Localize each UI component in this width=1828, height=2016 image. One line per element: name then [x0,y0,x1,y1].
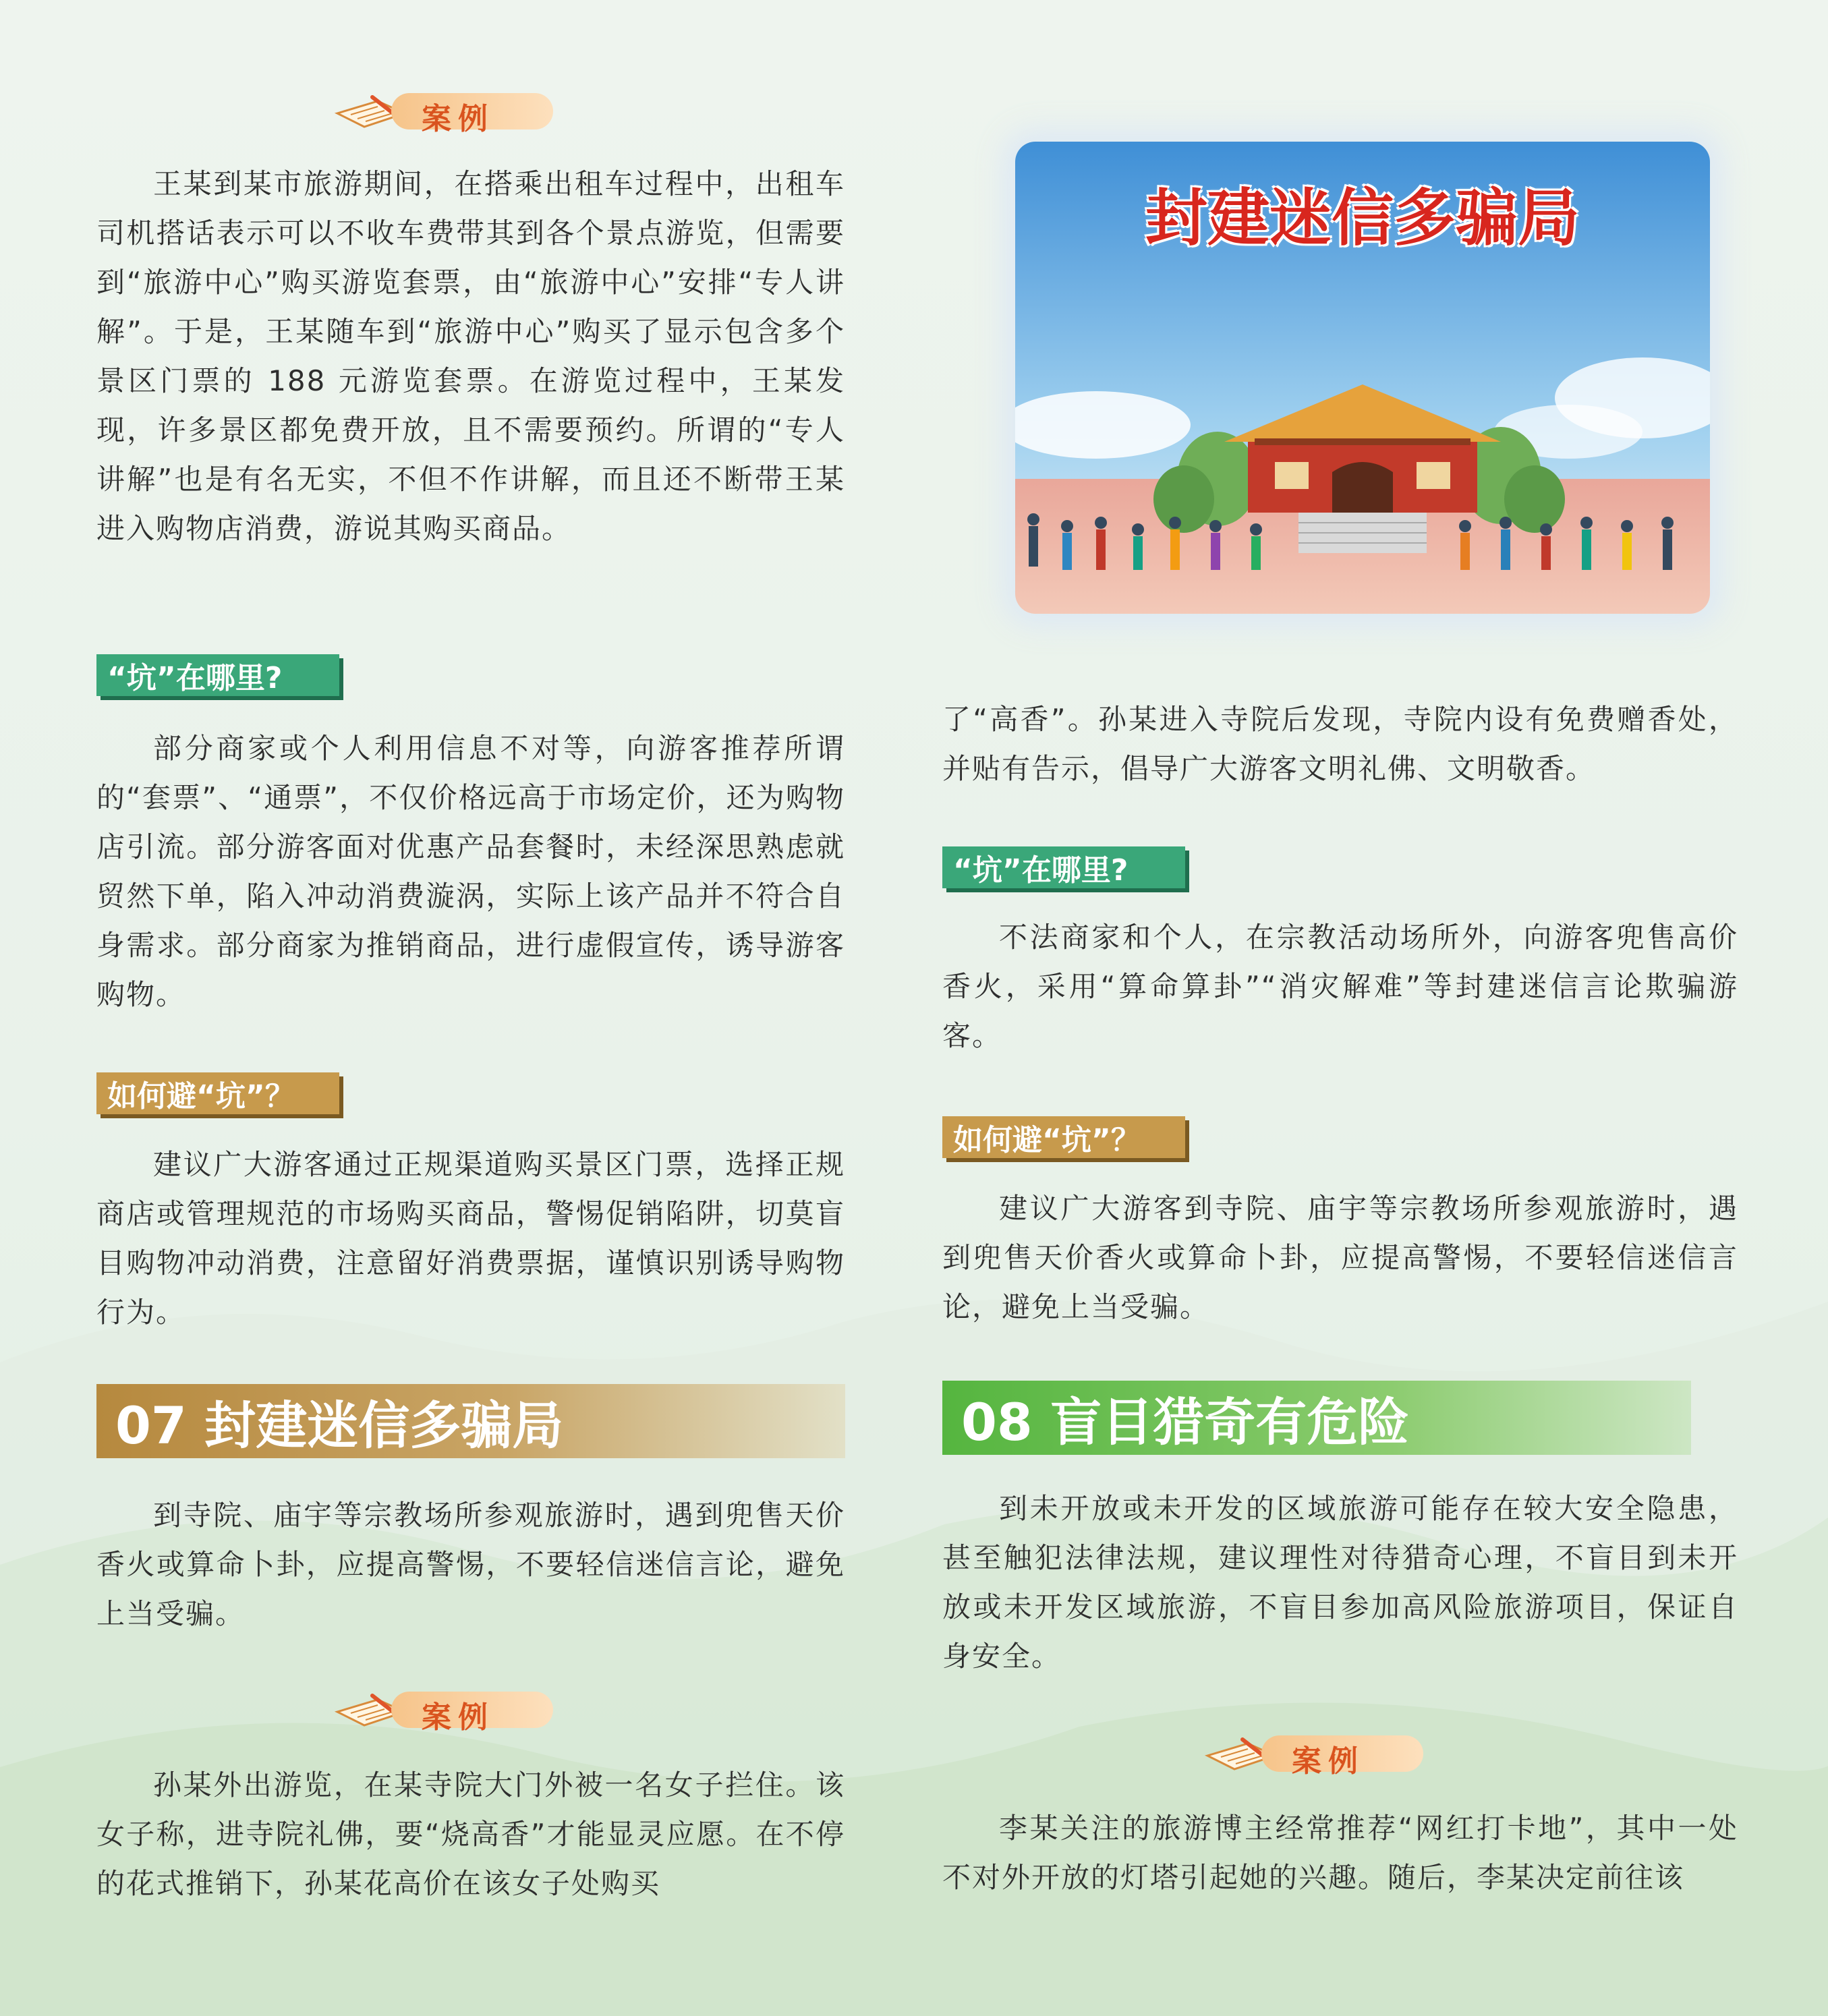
case-label: 案例 [422,1700,494,1735]
case-tag [331,1686,560,1733]
pit-text: 部分商家或个人利用信息不对等，向游客推荐所谓的“套票”、“通票”，不仅价格远高于市场定价，还为购物店引流。部分游客面对优惠产品套餐时，未经深思熟虑就贸然下单，陷入冲动消费漩涡，实际上该产品并不符合自身需求。部分商家为推销商品，进行虚假宣传，诱导游客购物。 [96,732,845,1011]
section-title-07: 07 封建迷信多骗局 [96,1384,845,1458]
case-tag [331,88,560,135]
case-tag [1201,1730,1430,1777]
case-text-continued: 了“高香”。孙某进入寺院后发现，寺院内设有免费赠香处，并贴有告示，倡导广大游客文明礼佛、文明敬香。 [942,703,1738,785]
section-title-08: 08 盲目猎奇有危险 [942,1381,1691,1455]
avoid-heading: 如何避“坑”？ [96,1072,339,1114]
case-text: 李某关注的旅游博主经常推荐“网红打卡地”，其中一处不对外开放的灯塔引起她的兴趣。随后，李某决定前往该 [942,1812,1738,1894]
pit-heading: “坑”在哪里? [942,846,1185,888]
avoid-text: 建议广大游客通过正规渠道购买景区门票，选择正规商店或管理规范的市场购买商品，警惕促销陷阱，切莫盲目购物冲动消费，注意留好消费票据，谨慎识别诱导购物行为。 [96,1148,845,1329]
case-text: 王某到某市旅游期间，在搭乘出租车过程中，出租车司机搭话表示可以不收车费带其到各个景点游览，但需要到“旅游中心”购买游览套票，由“旅游中心”安排“专人讲解”。于是，王某随车到“旅游中心”购买了显示包含多个景区门票的 188 元游览套票。在游览过程中，王某发现，许多景区都免费开放，且不需要预约。所谓的“专人讲解”也是有名无实，不但不作讲解，而且还不断带王某进入购物店消费，游说其购买商品。 [96,167,845,545]
section-07-text: 到寺院、庙宇等宗教场所参观旅游时，遇到兜售天价香火或算命卜卦，应提高警惕，不要轻信迷信言论，避免上当受骗。 [96,1499,845,1630]
poster-title: 封建迷信多骗局 [1145,182,1580,254]
avoid-heading: 如何避“坑”？ [942,1116,1185,1158]
section-08-text: 到未开放或未开发的区域旅游可能存在较大安全隐患，甚至触犯法律法规，建议理性对待猎奇心理，不盲目到未开放或未开发区域旅游，不盲目参加高风险旅游项目，保证自身安全。 [942,1492,1738,1673]
case-label: 案例 [422,102,494,136]
avoid-text: 建议广大游客到寺院、庙宇等宗教场所参观旅游时，遇到兜售天价香火或算命卜卦，应提高警惕，不要轻信迷信言论，避免上当受骗。 [942,1192,1738,1323]
pit-text: 不法商家和个人，在宗教活动场所外，向游客兜售高价香火，采用“算命算卦”“消灾解难”等封建迷信言论欺骗游客。 [942,921,1738,1052]
pit-heading: “坑”在哪里? [96,654,339,696]
case-label: 案例 [1292,1744,1365,1779]
case-text: 孙某外出游览，在某寺院大门外被一名女子拦住。该女子称，进寺院礼佛，要“烧高香”才能显灵应愿。在不停的花式推销下，孙某花高价在该女子处购买 [96,1768,845,1900]
poster-illustration [1015,142,1710,614]
